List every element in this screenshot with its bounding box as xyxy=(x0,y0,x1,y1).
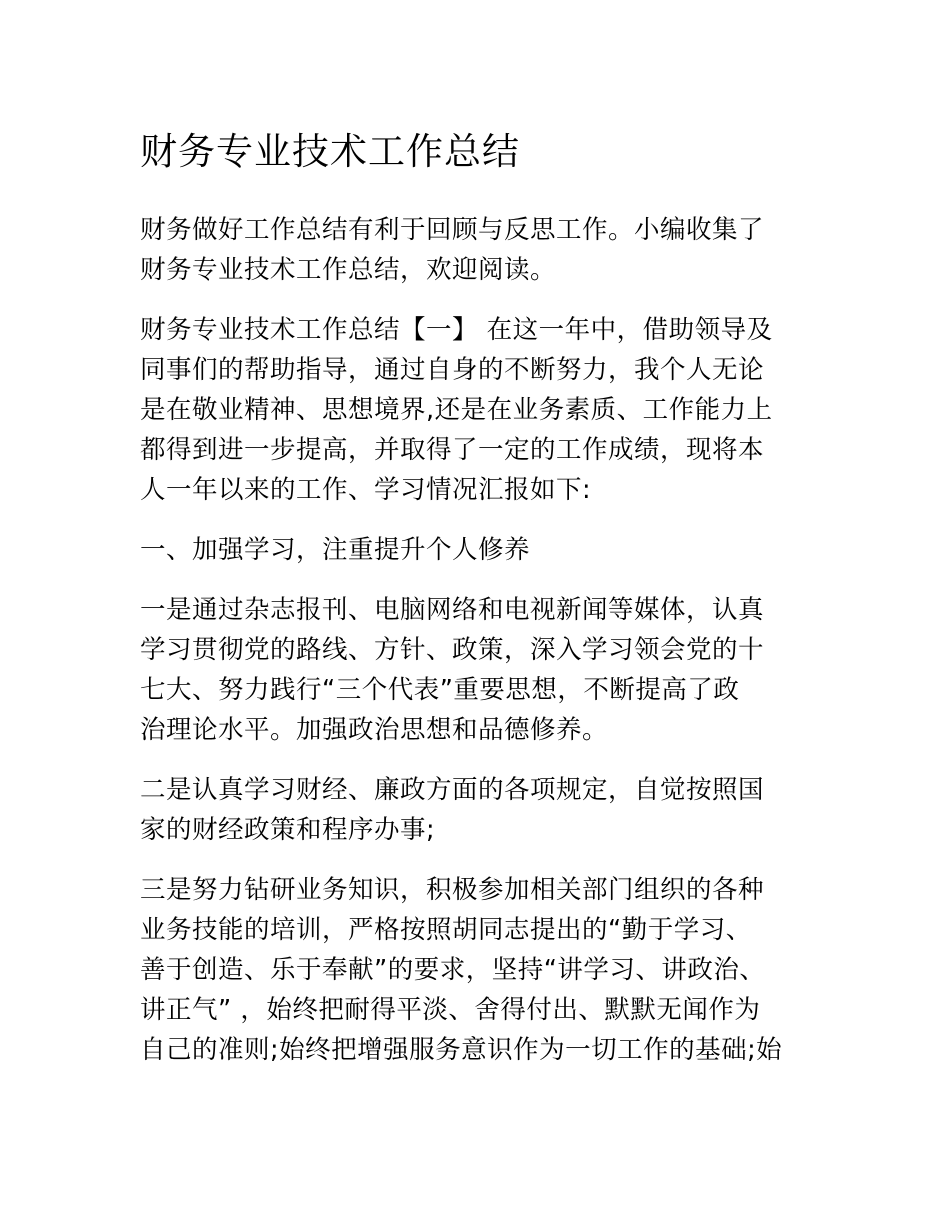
text-line: 治理论水平。加强政治思想和品德修养。 xyxy=(140,715,609,745)
text-line: 是在敬业精神、思想境界,还是在业务素质、工作能力上 xyxy=(140,395,773,425)
text-line: 自己的准则;始终把增强服务意识作为一切工作的基础;始 xyxy=(140,1035,783,1065)
text-line: 讲正气” ，始终把耐得平淡、舍得付出、默默无闻作为 xyxy=(140,995,761,1025)
intro-paragraph xyxy=(140,210,830,290)
point-one-paragraph xyxy=(140,590,830,750)
text-line: 同事们的帮助指导，通过自身的不断努力，我个人无论 xyxy=(140,355,765,385)
document-title: 财务专业技术工作总结 xyxy=(140,130,520,173)
summary-one-paragraph xyxy=(140,310,830,510)
text-line: 财务做好工作总结有利于回顾与反思工作。小编收集了 xyxy=(140,215,765,245)
point-three-paragraph xyxy=(140,870,830,1070)
text-line: 财务专业技术工作总结【一】 在这一年中，借助领导及 xyxy=(140,315,773,345)
text-line: 人一年以来的工作、学习情况汇报如下: xyxy=(140,475,592,505)
text-line: 业务技能的培训，严格按照胡同志提出的“勤于学习、 xyxy=(140,915,752,945)
section-heading xyxy=(140,530,830,570)
section-heading-line: 一、加强学习，注重提升个人修养 xyxy=(140,535,531,565)
text-line: 三是努力钻研业务知识，积极参加相关部门组织的各种 xyxy=(140,875,765,905)
text-line: 财务专业技术工作总结，欢迎阅读。 xyxy=(140,255,557,285)
text-line: 都得到进一步提高，并取得了一定的工作成绩，现将本 xyxy=(140,435,765,465)
text-line: 一是通过杂志报刊、电脑网络和电视新闻等媒体，认真 xyxy=(140,595,765,625)
text-line: 家的财经政策和程序办事; xyxy=(140,815,436,845)
text-line: 学习贯彻党的路线、方针、政策，深入学习领会党的十 xyxy=(140,635,765,665)
point-two-paragraph xyxy=(140,770,830,850)
text-line: 二是认真学习财经、廉政方面的各项规定，自觉按照国 xyxy=(140,775,765,805)
text-line: 七大、努力践行“三个代表”重要思想，不断提高了政 xyxy=(140,675,740,705)
text-line: 善于创造、乐于奉献”的要求，坚持“讲学习、讲政治、 xyxy=(140,955,766,985)
